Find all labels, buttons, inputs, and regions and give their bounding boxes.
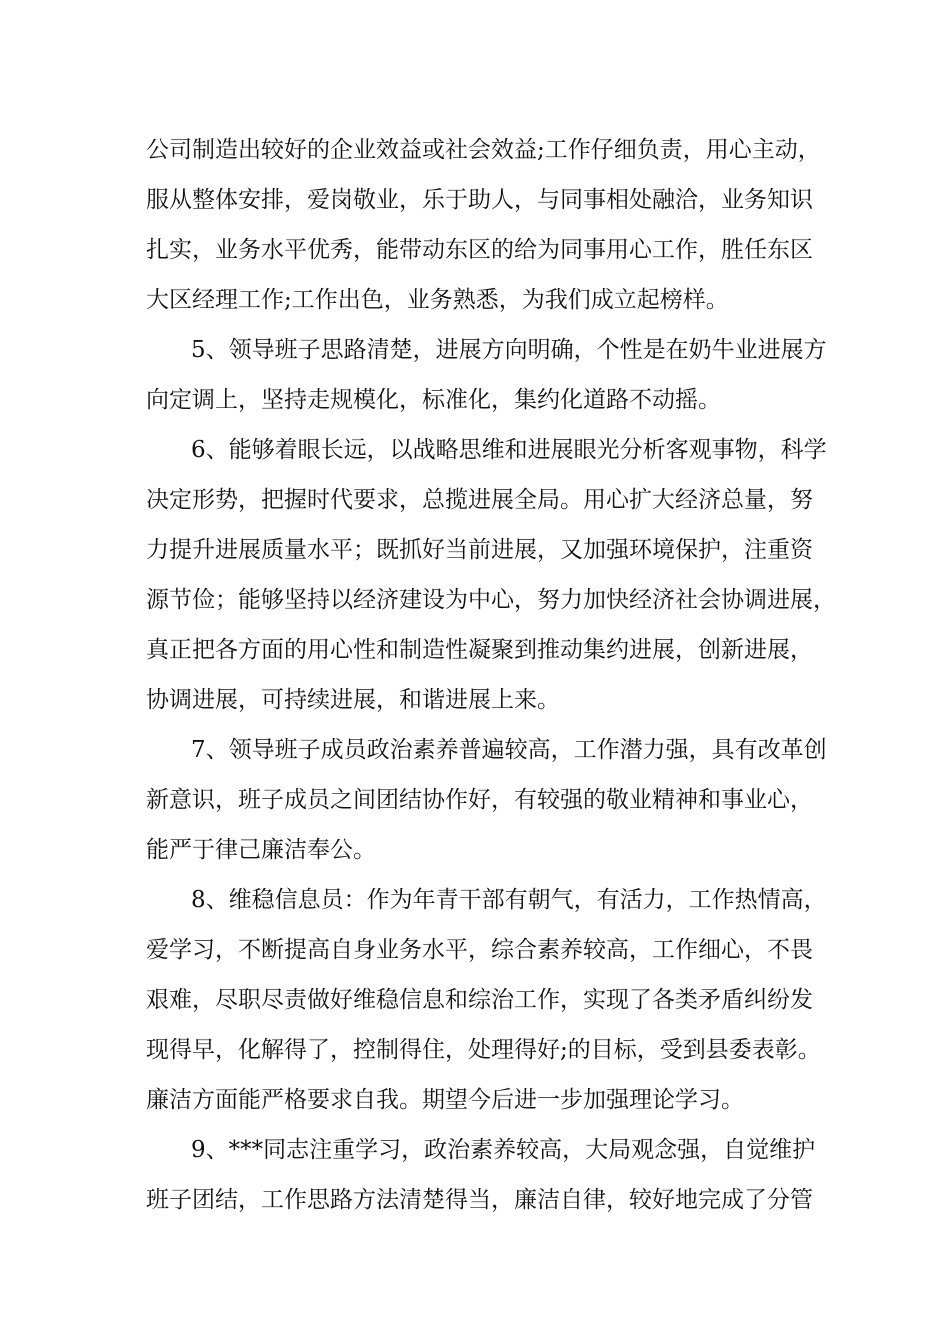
text-line: 现得早，化解得了，控制得住，处理得好;的目标，受到县委表彰。: [146, 1037, 821, 1063]
text-line: 新意识，班子成员之间团结协作好，有较强的敬业精神和事业心，: [146, 787, 813, 813]
text-line: 扎实，业务水平优秀，能带动东区的给为同事用心工作，胜任东区: [146, 237, 813, 263]
text-line: 力提升进展质量水平；既抓好当前进展，又加强环境保护，注重资: [146, 537, 813, 563]
paragraph-5-first-line: 5、领导班子思路清楚，进展方向明确，个性是在奶牛业进展方: [191, 337, 827, 363]
text-line: 艰难，尽职尽责做好维稳信息和综治工作，实现了各类矛盾纠纷发: [146, 987, 813, 1013]
text-line: 大区经理工作;工作出色，业务熟悉，为我们成立起榜样。: [146, 287, 729, 313]
text-line: 服从整体安排，爱岗敬业，乐于助人，与同事相处融洽，业务知识: [146, 187, 813, 213]
text-line: 决定形势，把握时代要求，总揽进展全局。用心扩大经济总量，努: [146, 487, 813, 513]
text-line: 公司制造出较好的企业效益或社会效益;工作仔细负责，用心主动，: [146, 137, 821, 163]
paragraph-6-first-line: 6、能够着眼长远，以战略思维和进展眼光分析客观事物，科学: [191, 437, 827, 463]
text-line: 真正把各方面的用心性和制造性凝聚到推动集约进展，创新进展，: [146, 637, 813, 663]
text-line: 爱学习，不断提高自身业务水平，综合素养较高，工作细心，不畏: [146, 937, 813, 963]
paragraph-9-first-line: 9、***同志注重学习，政治素养较高，大局观念强，自觉维护: [191, 1137, 816, 1163]
text-line: 协调进展，可持续进展，和谐进展上来。: [146, 687, 560, 713]
paragraph-7-first-line: 7、领导班子成员政治素养普遍较高，工作潜力强，具有改革创: [191, 737, 827, 763]
text-line: 班子团结，工作思路方法清楚得当，廉洁自律，较好地完成了分管: [146, 1187, 813, 1213]
text-line: 向定调上，坚持走规模化，标准化，集约化道路不动摇。: [146, 387, 721, 413]
text-line: 能严于律己廉洁奉公。: [146, 837, 376, 863]
text-line: 源节俭；能够坚持以经济建设为中心，努力加快经济社会协调进展，: [146, 587, 836, 613]
paragraph-8-first-line: 8、维稳信息员：作为年青干部有朝气，有活力，工作热情高，: [191, 887, 827, 913]
text-line: 廉洁方面能严格要求自我。期望今后进一步加强理论学习。: [146, 1087, 744, 1113]
